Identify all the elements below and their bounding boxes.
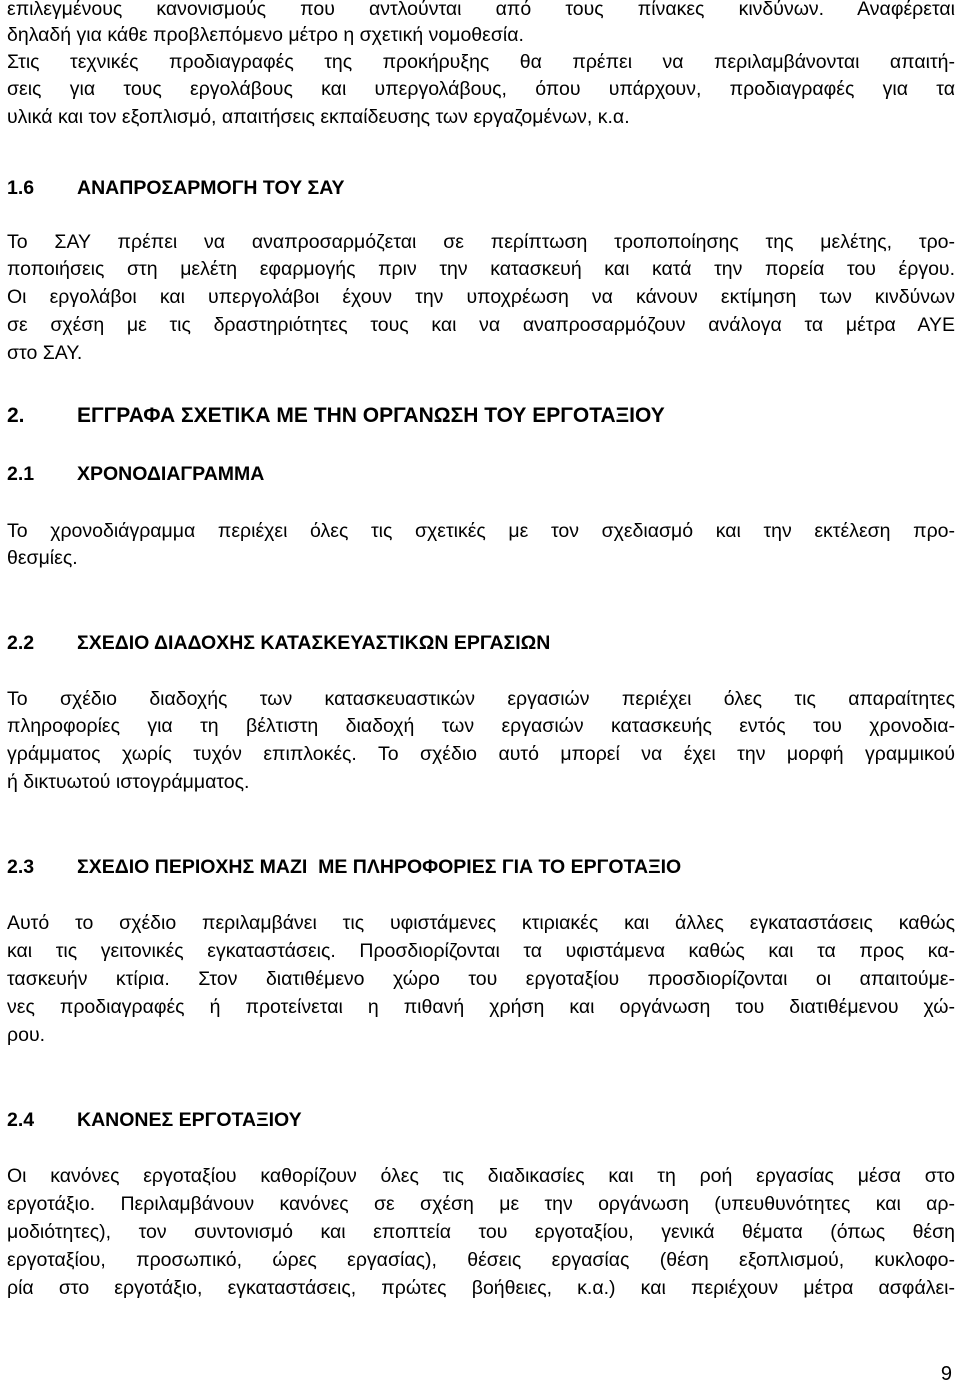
s21-line-2: θεσμίες. bbox=[7, 547, 78, 569]
section-title: ΚΑΝΟΝΕΣ ΕΡΓΟΤΑΞΙΟΥ bbox=[77, 1109, 302, 1131]
section-title: ΧΡΟΝΟΔΙΑΓΡΑΜΜΑ bbox=[77, 463, 265, 485]
s16-line-4: σε σχέση με τις δραστηριότητες τους και να αναπροσαρμόζουν ανάλογα τα μέτρα ΑΥΕ bbox=[7, 314, 955, 336]
section-title: ΣΧΕΔΙΟ ΠΕΡΙΟΧΗΣ ΜΑΖΙ ΜΕ ΠΛΗΡΟΦΟΡΙΕΣ ΓΙΑ ΤΟ ΕΡΓΟΤΑΞΙΟ bbox=[77, 856, 682, 878]
section-number: 2. bbox=[7, 404, 25, 427]
s21-line-1: Το χρονοδιάγραμμα περιέχει όλες τις σχετικές με τον σχεδιασμό και την εκτέλεση προ- bbox=[7, 520, 955, 542]
section-title: ΑΝΑΠΡΟΣΑΡΜΟΓΗ ΤΟΥ ΣΑΥ bbox=[77, 177, 345, 199]
s23-line-1: Αυτό το σχέδιο περιλαμβάνει τις υφιστάμενες κτιριακές και άλλες εγκαταστάσεις καθώς bbox=[7, 912, 955, 934]
section-number: 2.3 bbox=[7, 856, 35, 878]
intro-line-3: Στις τεχνικές προδιαγραφές της προκήρυξης θα πρέπει να περιλαμβάνονται απαιτή- bbox=[7, 51, 955, 73]
s16-line-1: Το ΣΑΥ πρέπει να αναπροσαρμόζεται σε περίπτωση τροποποίησης της μελέτης, τρο- bbox=[7, 231, 955, 253]
s24-line-5: ρία στο εργοτάξιο, εγκαταστάσεις, πρώτες βοήθειες, κ.α.) και περιέχουν μέτρα ασφάλει- bbox=[7, 1277, 955, 1299]
intro-line-4: σεις για τους εργολάβους και υπεργολάβους, όπου υπάρχουν, προδιαγραφές για τα bbox=[7, 78, 955, 100]
s22-line-4: ή δικτυωτού ιστογράμματος. bbox=[7, 771, 250, 793]
s22-line-1: Το σχέδιο διαδοχής των κατασκευαστικών εργασιών περιέχει όλες τις απαραίτητες bbox=[7, 688, 955, 710]
intro-line-2: δηλαδή για κάθε προβλεπόμενο μέτρο η σχετική νομοθεσία. bbox=[7, 24, 524, 46]
section-number: 2.4 bbox=[7, 1109, 35, 1131]
section-2-4-heading bbox=[7, 1107, 955, 1133]
section-2-heading bbox=[7, 403, 955, 429]
s16-line-5: στο ΣΑΥ. bbox=[7, 342, 83, 364]
intro-line-5: υλικά και τον εξοπλισμό, απαιτήσεις εκπαίδευσης των εργαζομένων, κ.α. bbox=[7, 106, 630, 128]
s23-line-4: νες προδιαγραφές ή προτείνεται η πιθανή χρήση και οργάνωση του διατιθέμενου χώ- bbox=[7, 996, 955, 1018]
s23-line-5: ρου. bbox=[7, 1024, 46, 1046]
s23-line-2: και τις γειτονικές εγκαταστάσεις. Προσδιορίζονται τα υφιστάμενα καθώς και τα προς κα- bbox=[7, 940, 955, 962]
section-title: ΕΓΓΡΑΦΑ ΣΧΕΤΙΚΑ ΜΕ ΤΗΝ ΟΡΓΑΝΩΣΗ ΤΟΥ ΕΡΓΟΤΑΞΙΟΥ bbox=[77, 404, 665, 427]
s24-line-1: Οι κανόνες εργοταξίου καθορίζουν όλες τις διαδικασίες και τη ροή εργασίας μέσα στο bbox=[7, 1165, 955, 1187]
page-number: 9 bbox=[940, 1363, 952, 1385]
s16-line-2: ποποιήσεις στη μελέτη εφαρμογής πριν την κατασκευή και κατά την πορεία του έργου. bbox=[7, 258, 955, 280]
section-number: 2.1 bbox=[7, 463, 35, 485]
s24-line-4: εργοταξίου, προσωπικό, ώρες εργασίας), θέσεις εργασίας (θέση εξοπλισμού, κυκλοφο- bbox=[7, 1249, 955, 1271]
section-2-1-heading bbox=[7, 461, 955, 487]
intro-line-1: επιλεγμένους κανονισμούς που αντλούνται από τους πίνακες κινδύνων. Αναφέρεται bbox=[7, 0, 955, 20]
s24-line-2: εργοτάξιο. Περιλαμβάνουν κανόνες σε σχέση με την οργάνωση (υπευθυνότητες και αρ- bbox=[7, 1193, 955, 1215]
s22-line-2: πληροφορίες για τη βέλτιστη διαδοχή των εργασιών κατασκευής εντός του χρονοδια- bbox=[7, 715, 955, 737]
s22-line-3: γράμματος χωρίς τυχόν επιπλοκές. Το σχέδιο αυτό μπορεί να έχει την μορφή γραμμικού bbox=[7, 743, 955, 765]
section-2-3-heading bbox=[7, 854, 955, 880]
s24-line-3: μοδιότητες), τον συντονισμό και εποπτεία του εργοταξίου, γενικά θέματα (όπως θέση bbox=[7, 1221, 955, 1243]
section-number: 2.2 bbox=[7, 632, 35, 654]
section-title: ΣΧΕΔΙΟ ΔΙΑΔΟΧΗΣ ΚΑΤΑΣΚΕΥΑΣΤΙΚΩΝ ΕΡΓΑΣΙΩΝ bbox=[77, 632, 551, 654]
section-2-2-heading bbox=[7, 630, 955, 656]
section-1-6-heading bbox=[7, 175, 955, 201]
s23-line-3: τασκευήν κτίρια. Στον διατιθέμενο χώρο του εργοταξίου προσδιορίζονται οι απαιτούμε- bbox=[7, 968, 955, 990]
section-number: 1.6 bbox=[7, 177, 35, 199]
s16-line-3: Οι εργολάβοι και υπεργολάβοι έχουν την υποχρέωση να κάνουν εκτίμηση των κινδύνων bbox=[7, 286, 955, 308]
